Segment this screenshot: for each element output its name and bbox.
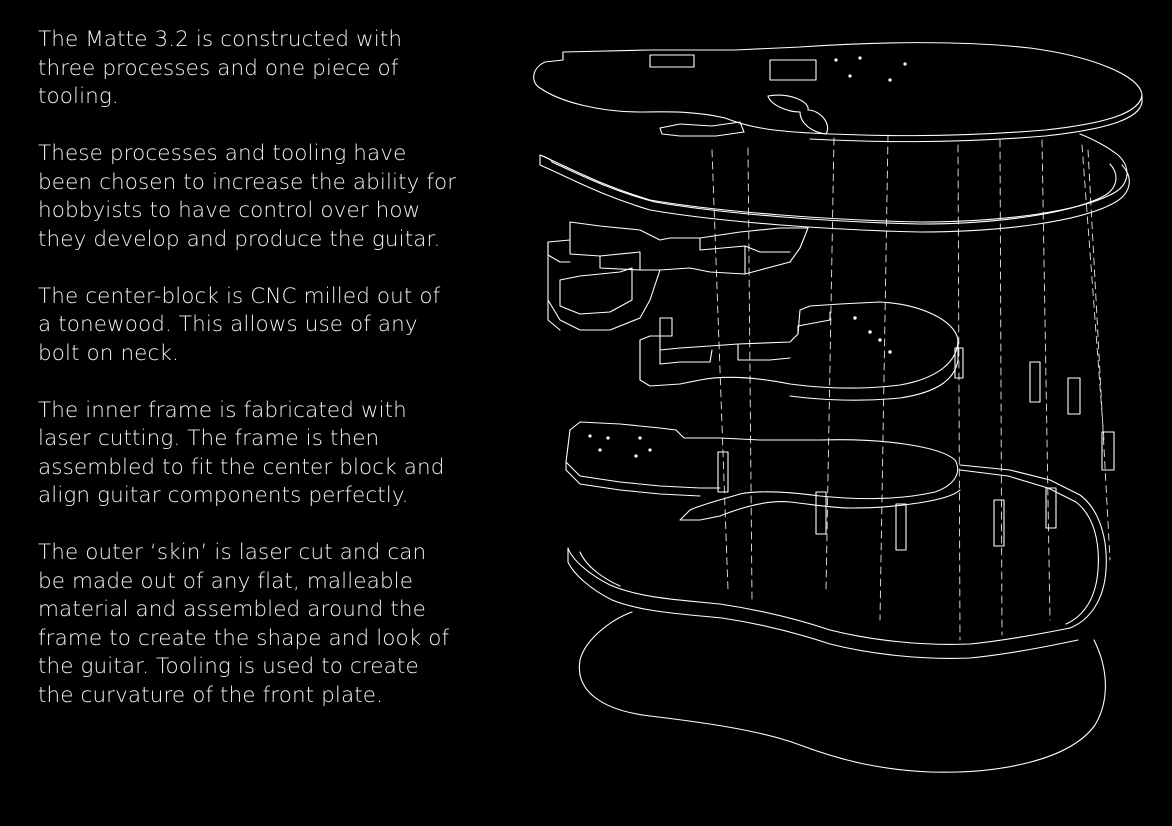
alignment-lines [712, 135, 1110, 640]
exploded-guitar-diagram [520, 30, 1160, 810]
paragraph-center-block: The center-block is CNC milled out of a tonewood. This allows use of any bolt on neck. [38, 283, 441, 366]
upper-skin-ring [540, 134, 1129, 232]
top-plate [534, 43, 1142, 142]
paragraph-outer-skin: The outer ‘skin’ is laser cut and can be made out of any flat, malleable material and assembled around the frame to create the shape and look of the guitar. Tooling is used to create the curvature of the front plate. [38, 540, 450, 708]
description-text [38, 26, 458, 739]
paragraph-intro: The Matte 3.2 is constructed with three processes and one piece of tooling. [38, 27, 403, 109]
paragraph-inner-frame: The inner frame is fabricated with laser cutting. The frame is then assembled to fit the center block and align guitar components perfectly. [38, 397, 445, 508]
inner-frame [566, 422, 1106, 628]
center-block-lower [640, 302, 958, 400]
exploded-view-svg [520, 30, 1160, 810]
paragraph-processes: These processes and tooling have been chosen to increase the ability for hobbyists to have control over how they develop and produce the guitar. [38, 141, 457, 252]
frame-connector-tabs [718, 348, 1114, 550]
center-block-upper [548, 222, 808, 330]
